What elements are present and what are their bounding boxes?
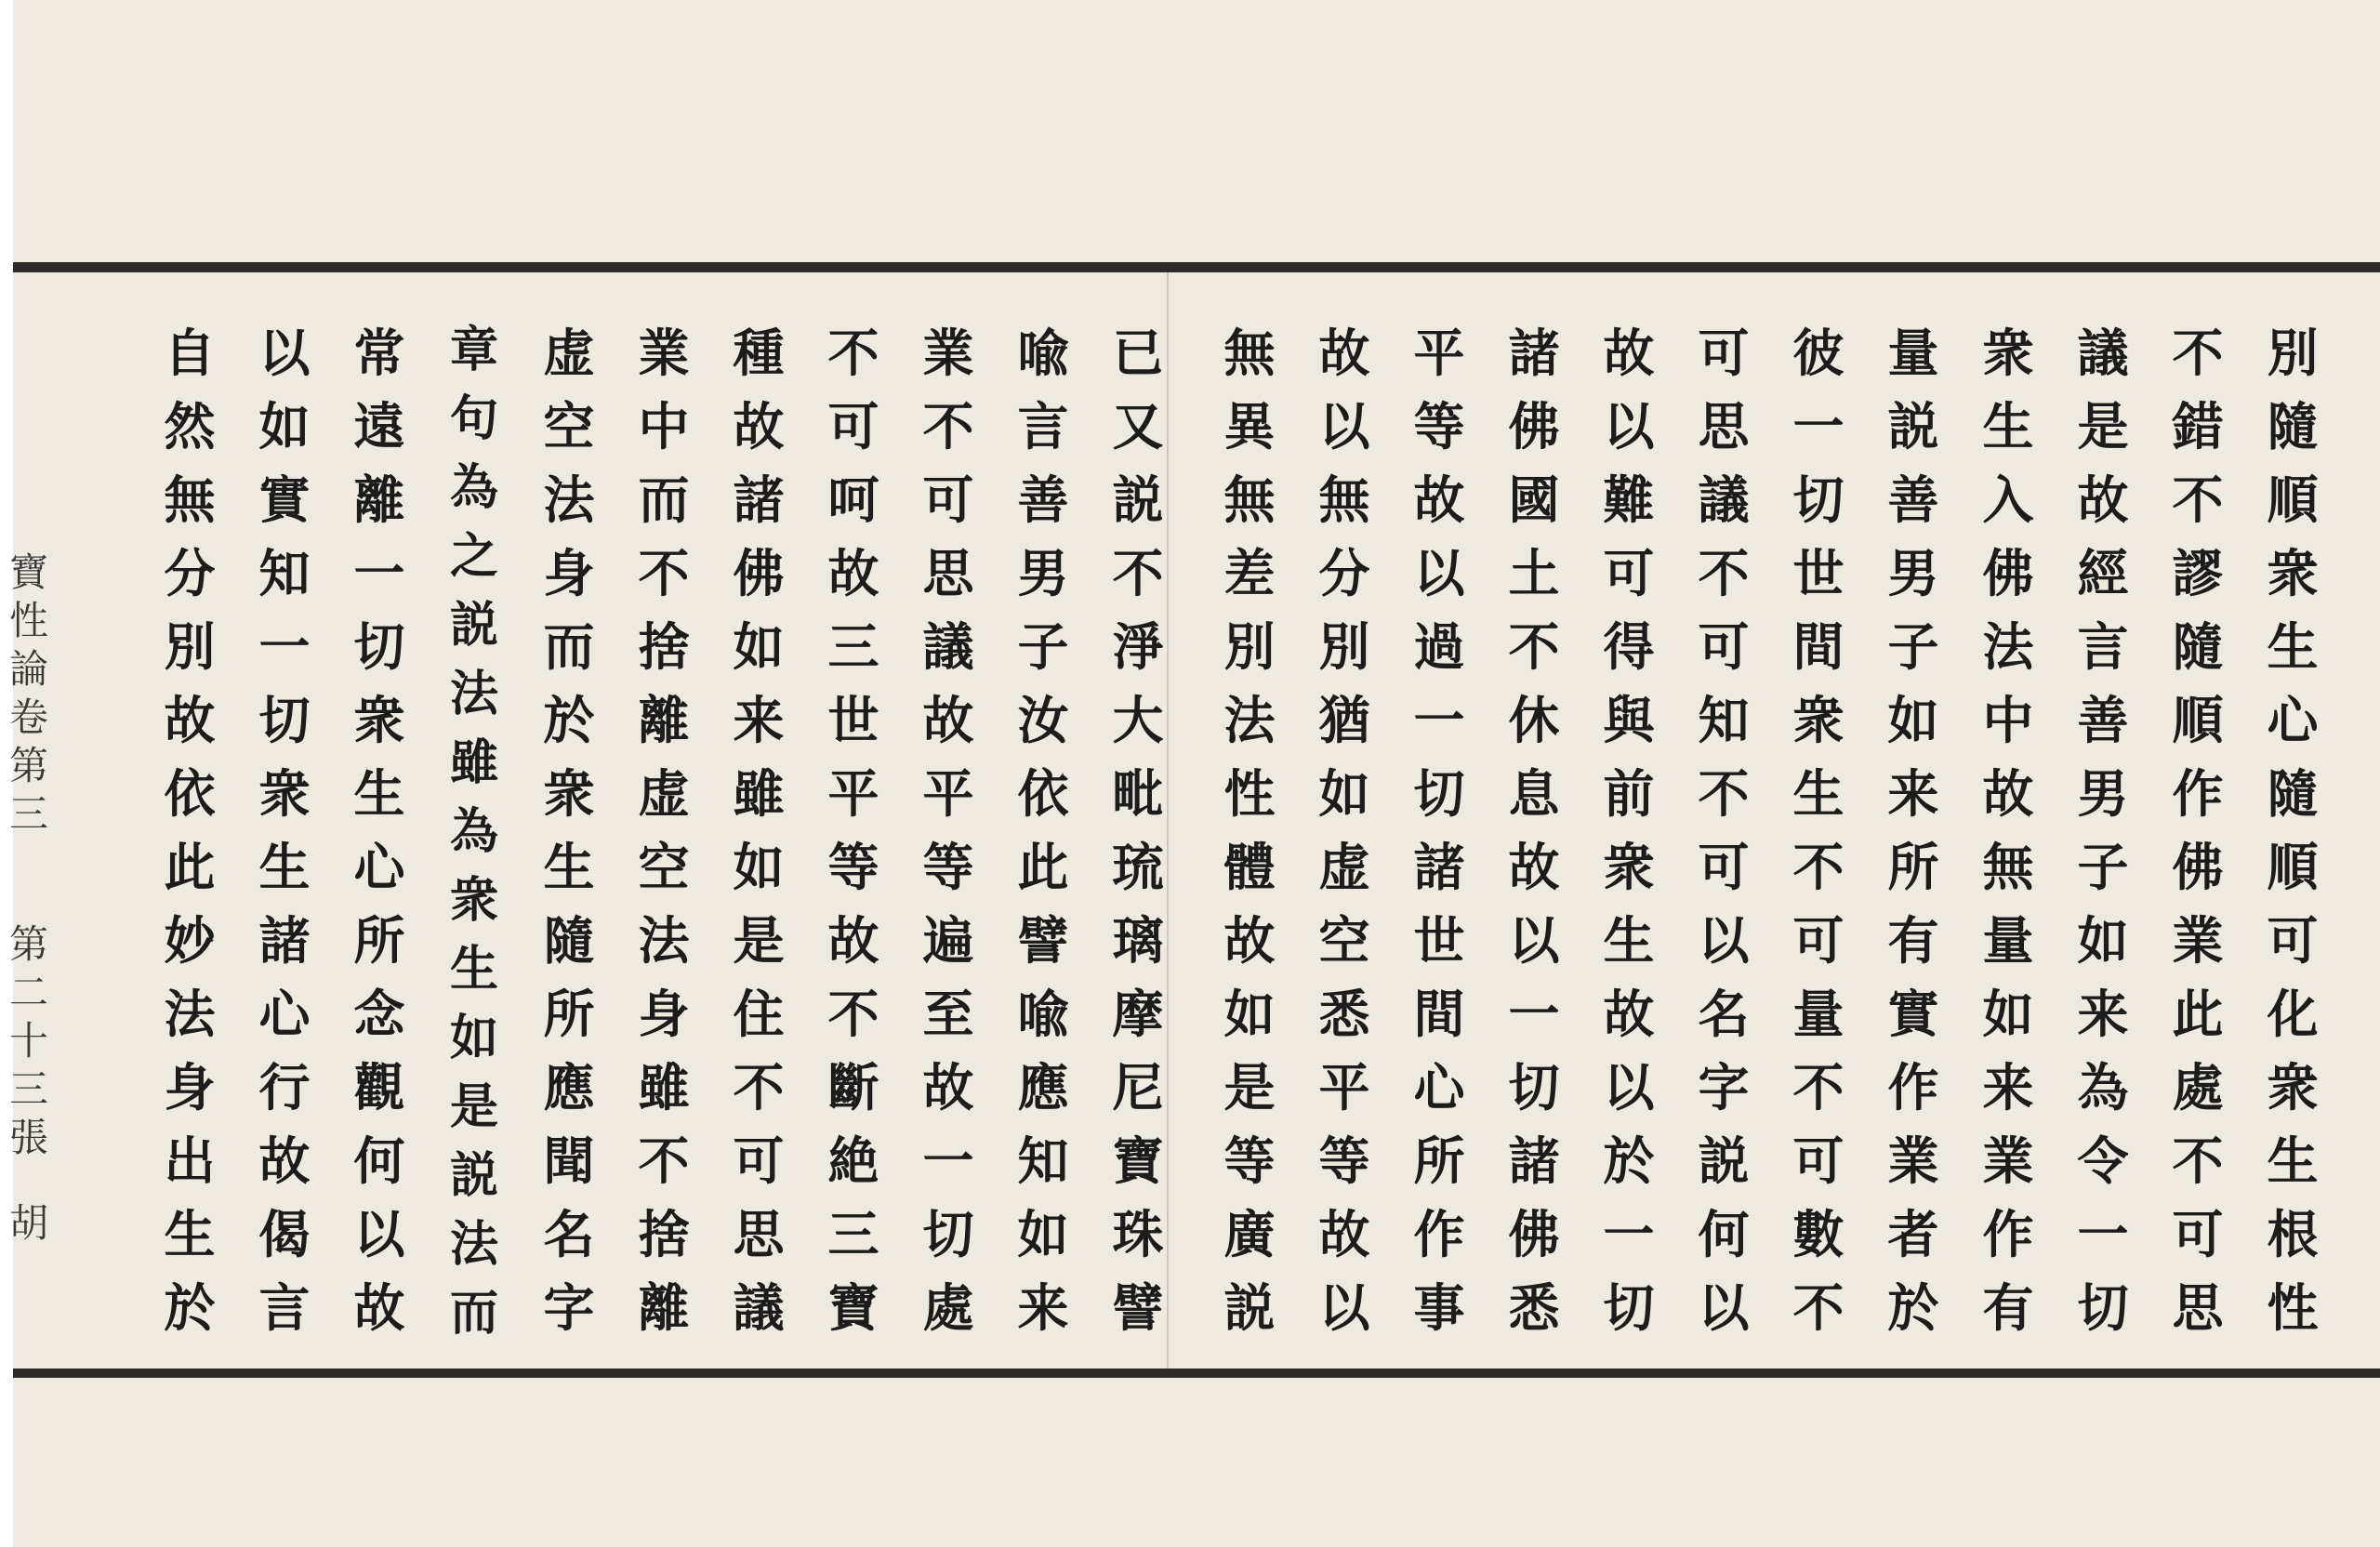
top-frame-line <box>13 262 2380 272</box>
text-column: 不 錯 不 謬 隨 順 作 佛 業 此 處 不 可 思 <box>2172 323 2224 1338</box>
text-column: 議 是 故 經 言 善 男 子 如 来 為 令 一 切 <box>2077 323 2129 1338</box>
text-column: 不 可 呵 故 三 世 平 等 故 不 斷 絶 三 寶 <box>827 323 879 1338</box>
text-column: 章 句 為 之 説 法 雖 為 衆 生 如 是 説 法 而 <box>449 322 498 1342</box>
text-column: 以 如 實 知 一 切 衆 生 諸 心 行 故 偈 言 <box>258 323 311 1338</box>
text-column: 別 隨 順 衆 生 心 隨 順 可 化 衆 生 根 性 <box>2267 323 2319 1338</box>
text-column: 可 思 議 不 可 知 不 可 以 名 字 説 何 以 <box>1698 323 1750 1338</box>
text-column: 無 異 無 差 別 法 性 體 故 如 是 等 廣 説 <box>1223 323 1276 1338</box>
text-column: 種 故 諸 佛 如 来 雖 如 是 住 不 可 思 議 <box>733 323 785 1338</box>
text-column: 已 又 説 不 淨 大 毗 琉 璃 摩 尼 寶 珠 譬 <box>1112 323 1164 1338</box>
margin-mark: 胡 <box>9 1200 49 1246</box>
text-column: 故 以 難 可 得 與 前 衆 生 故 以 於 一 切 <box>1603 323 1655 1338</box>
text-column: 業 中 而 不 捨 離 虚 空 法 身 雖 不 捨 離 <box>638 323 690 1338</box>
margin-leaf-number: 第 二 十 三 張 <box>9 921 49 1160</box>
text-column: 諸 佛 國 土 不 休 息 故 以 一 切 諸 佛 悉 <box>1508 323 1560 1338</box>
margin-book-title: 寶 性 論 卷 第 三 <box>9 549 49 837</box>
text-column: 自 然 無 分 別 故 依 此 妙 法 身 出 生 於 <box>164 323 216 1338</box>
text-column: 故 以 無 分 別 猶 如 虚 空 悉 平 等 故 以 <box>1318 323 1370 1338</box>
text-column: 彼 一 切 世 間 衆 生 不 可 量 不 可 數 不 <box>1792 323 1844 1338</box>
bottom-frame-line <box>13 1368 2380 1378</box>
text-column: 常 遠 離 一 切 衆 生 心 所 念 觀 何 以 故 <box>353 323 405 1338</box>
text-column: 平 等 故 以 過 一 切 諸 世 間 心 所 作 事 <box>1413 323 1465 1338</box>
text-column: 衆 生 入 佛 法 中 故 無 量 如 来 業 作 有 <box>1982 323 2034 1338</box>
text-column: 量 説 善 男 子 如 来 所 有 實 作 業 者 於 <box>1887 323 1939 1338</box>
text-column: 虚 空 法 身 而 於 衆 生 隨 所 應 聞 名 字 <box>543 323 595 1338</box>
text-column: 喩 言 善 男 子 汝 依 此 譬 喩 應 知 如 来 <box>1017 323 1069 1338</box>
text-column: 業 不 可 思 議 故 平 等 遍 至 故 一 切 處 <box>922 323 974 1338</box>
